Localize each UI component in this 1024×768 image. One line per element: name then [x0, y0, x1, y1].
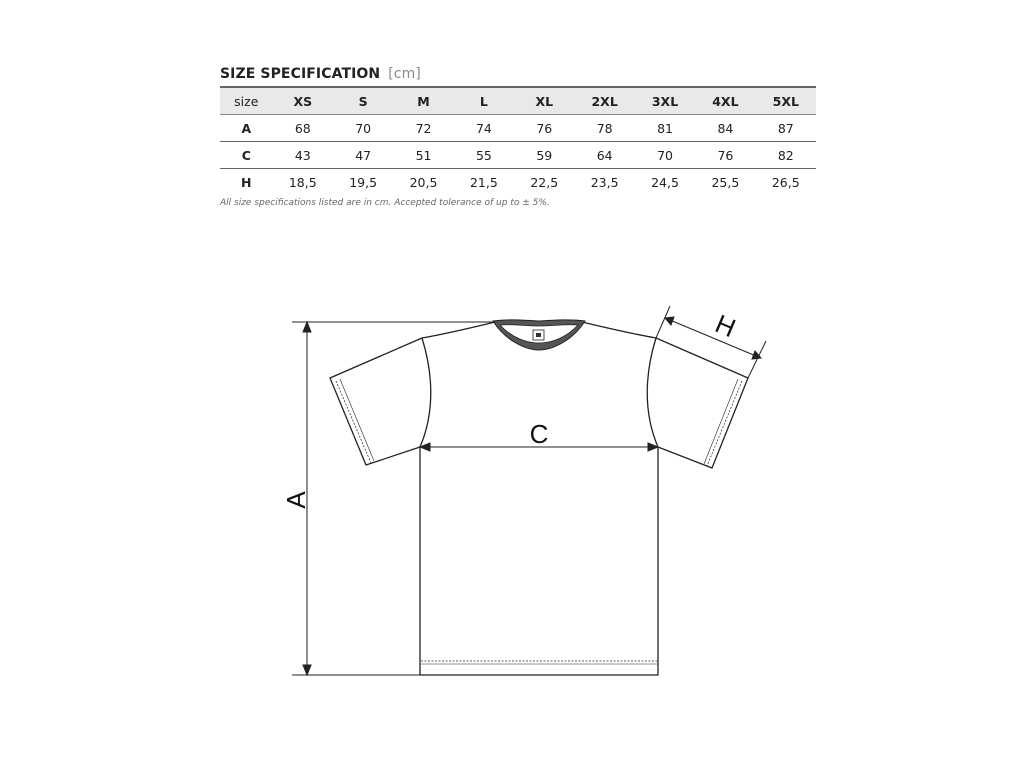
table-cell: 82	[756, 142, 816, 169]
table-cell: 64	[574, 142, 634, 169]
right-shoulder	[582, 322, 656, 338]
right-armhole	[647, 338, 658, 447]
table-cell: 21,5	[469, 174, 498, 190]
left-armhole	[420, 338, 431, 447]
row-label: A	[220, 115, 273, 142]
table-cell: 18,5	[288, 174, 317, 190]
header-cell: 3XL	[635, 87, 695, 115]
row-label: H	[241, 174, 252, 190]
header-cell: XS	[273, 87, 333, 115]
table-cell: 20,5	[409, 174, 438, 190]
header-cell: S	[333, 87, 393, 115]
left-sleeve	[330, 338, 422, 465]
table-cell: 68	[273, 115, 333, 142]
table-cell: 19,5	[349, 174, 378, 190]
header-cell: 2XL	[574, 87, 634, 115]
label-a: A	[281, 491, 311, 509]
left-shoulder	[422, 322, 495, 338]
table-cell: 51	[393, 142, 453, 169]
header-cell: XL	[514, 87, 574, 115]
table-cell: 70	[333, 115, 393, 142]
dimension-a	[292, 322, 495, 675]
table-cell: 74	[454, 115, 514, 142]
header-cell: 4XL	[695, 87, 755, 115]
table-cell: 72	[393, 115, 453, 142]
header-cell: size	[220, 87, 273, 115]
table-cell: 81	[635, 115, 695, 142]
label-h: H	[711, 308, 741, 344]
table-cell: 76	[514, 115, 574, 142]
spec-unit: [cm]	[388, 66, 421, 82]
table-cell: 87	[756, 115, 816, 142]
table-cell: 55	[454, 142, 514, 169]
table-cell: 43	[273, 142, 333, 169]
spec-title-text: SIZE SPECIFICATION	[220, 66, 381, 82]
header-cell: M	[393, 87, 453, 115]
collar	[493, 320, 585, 350]
header-cell: L	[454, 87, 514, 115]
label-c: C	[529, 419, 549, 449]
header-cell: 5XL	[756, 87, 816, 115]
table-cell: 47	[333, 142, 393, 169]
table-cell: 24,5	[651, 174, 679, 190]
table-cell: 23,5	[590, 174, 619, 190]
table-cell: 22,5	[530, 174, 559, 190]
dimension-h	[656, 306, 766, 378]
tshirt-body	[420, 447, 658, 675]
table-cell: 78	[574, 115, 634, 142]
table-cell: 26,5	[771, 174, 800, 190]
table-cell: 25,5	[711, 174, 740, 190]
table-cell: 84	[695, 115, 755, 142]
right-sleeve	[656, 338, 748, 468]
table-cell: 59	[514, 142, 574, 169]
tolerance-note: All size specifications listed are in cm. Accepted tolerance of up to ± 5%.	[220, 198, 550, 208]
row-label: C	[220, 142, 273, 169]
tshirt-outline	[330, 322, 748, 675]
table-cell: 70	[635, 142, 695, 169]
table-cell: 76	[695, 142, 755, 169]
